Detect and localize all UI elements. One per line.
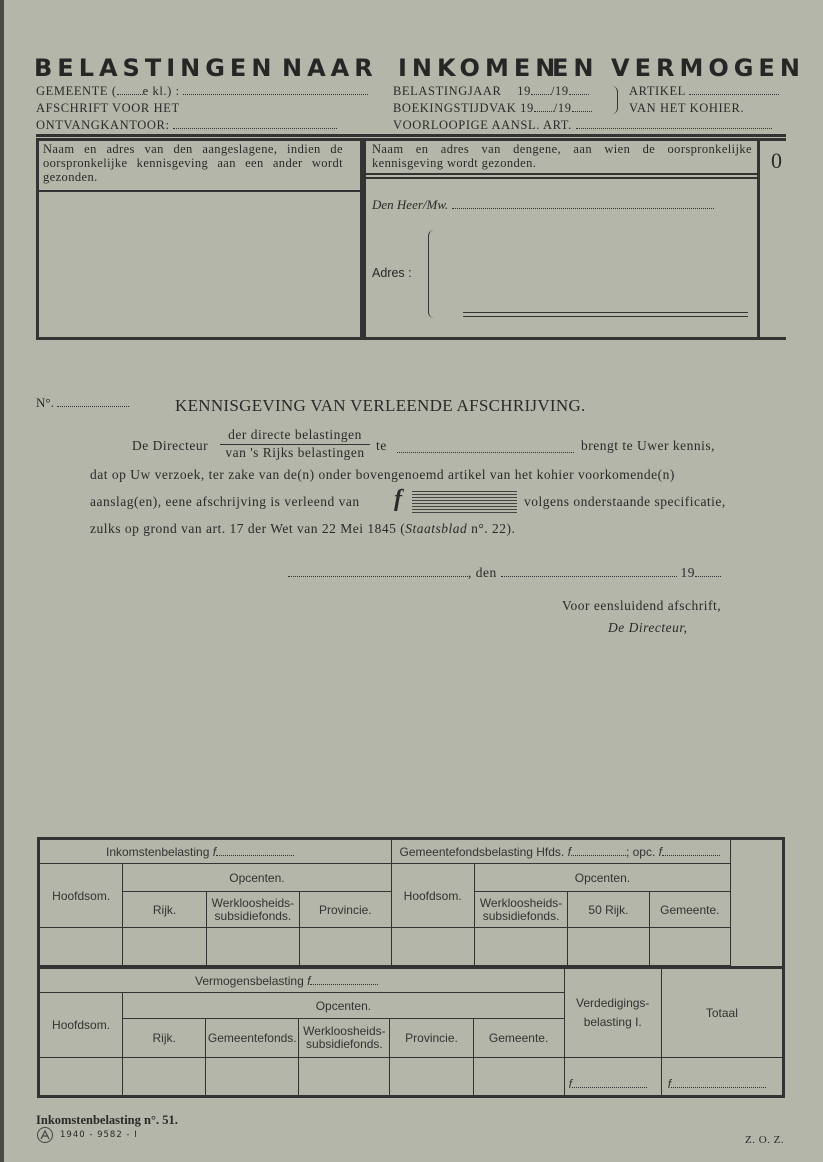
vermogens-label: Vermogensbelasting (195, 973, 304, 988)
kohier-label: VAN HET KOHIER. (629, 101, 745, 115)
ontvangkantoor-label: ONTVANGKANTOOR: (36, 118, 170, 132)
werkloos-1: Werkloosheids-subsidiefonds. (206, 892, 299, 928)
klasse-field[interactable] (117, 85, 143, 95)
f-sign-5: f (568, 1077, 573, 1091)
corner-number: 0 (771, 148, 782, 173)
printer-mark-icon (37, 1127, 53, 1143)
fraction-bottom: van 's Rijks belastingen (225, 445, 365, 460)
artikel-field[interactable] (689, 85, 779, 95)
t2-cell-werkloos[interactable] (299, 1057, 390, 1095)
t2-cell-verdediging[interactable] (564, 1057, 661, 1095)
rijk-2: Rijk. (123, 1019, 206, 1057)
f-sign-3: f (658, 844, 662, 859)
period-to-field[interactable] (572, 102, 592, 112)
name-field[interactable] (452, 199, 714, 209)
title-word-5: VERMOGEN (611, 54, 805, 82)
werkloos-2: Werkloosheids-subsidiefonds. (474, 892, 567, 928)
vijftig-rijk: 50 Rijk. (568, 892, 649, 928)
form-name: Inkomstenbelasting n°. 51. (36, 1113, 178, 1127)
opc-field[interactable] (662, 846, 720, 856)
gemeente-suffix: e kl.) : (142, 84, 180, 98)
hoofdsom-3: Hoofdsom. (40, 993, 123, 1058)
voorloopige-line (393, 118, 772, 133)
adres-brace (428, 230, 435, 318)
notice-line-4a: zulks op grond van art. 17 der Wet van 22 Mei 1845 ( (90, 521, 406, 536)
amount-field[interactable] (412, 491, 517, 513)
totaal-header: Totaal (661, 969, 782, 1058)
gemeentefonds-field[interactable] (571, 846, 626, 856)
recipient-label: Naam en adres van dengene, aan wien de oorspronkelijke kennisgeving wordt gezonden. (372, 142, 752, 170)
adres-line-2[interactable] (463, 316, 748, 317)
year-slash-2: /19 (553, 101, 572, 115)
f-sign-1: f (212, 844, 217, 859)
hoofdsom-2: Hoofdsom. (391, 864, 474, 928)
gemeentefonds-label: Gemeentefondsbelasting Hfds. (399, 844, 565, 859)
inkomsten-header (40, 840, 392, 864)
notice-line-3a: aanslag(en), eene afschrijving is verleend van (90, 494, 360, 509)
year-field[interactable] (695, 567, 721, 577)
totaal-field[interactable] (671, 1078, 766, 1088)
hoofdsom-1: Hoofdsom. (40, 864, 123, 928)
eensluidend: Voor eensluidend afschrift, (562, 598, 722, 613)
recipient-divider-1 (365, 173, 758, 175)
t1-cell-werkloos-2[interactable] (474, 928, 567, 966)
zoz-label: Z. O. Z. (745, 1134, 785, 1146)
opcenten-3: Opcenten. (123, 993, 565, 1019)
t1-cell-hoofdsom[interactable] (40, 928, 123, 966)
gemeente-1: Gemeente. (649, 892, 730, 928)
gemeentefonds-header (391, 840, 731, 864)
t2-cell-gemeente[interactable] (473, 1057, 564, 1095)
inkomsten-field[interactable] (216, 846, 294, 856)
print-code: 1940 - 9582 - I (60, 1130, 138, 1140)
provincie-1: Provincie. (300, 892, 391, 928)
provincie-2: Provincie. (390, 1019, 473, 1057)
sender-label: Naam en adres van den aangeslagene, indien de oorspronkelijke kennisgeving aan een ander wordt gezonden. (43, 142, 343, 184)
f-sign-2: f (567, 844, 571, 859)
year-to-field[interactable] (569, 85, 589, 95)
den-label: , den (468, 565, 497, 580)
te-label: te (376, 438, 387, 453)
gemeente-2: Gemeente. (473, 1019, 564, 1057)
bracket (611, 86, 618, 114)
fraction-top: der directe belastingen (220, 427, 370, 445)
inkomsten-label: Inkomstenbelasting (106, 844, 210, 859)
t1-cell-50rijk[interactable] (568, 928, 649, 966)
t2-cell-provincie[interactable] (390, 1057, 473, 1095)
adres-label: Adres : (372, 266, 412, 280)
artikel-line (629, 84, 779, 99)
boekingstijdvak-label: BOEKINGSTIJDVAK (393, 101, 517, 115)
verdediging-header: Verdedigings-belasting I. (564, 969, 661, 1058)
vermogens-field[interactable] (310, 975, 378, 985)
gemeente-label: GEMEENTE ( (36, 84, 117, 98)
notice-line-2: dat op Uw verzoek, ter zake van de(n) onder bovengenoemd artikel van het kohier voorkomende(n) (90, 467, 675, 482)
voorloopige-field[interactable] (576, 119, 772, 129)
notice-line-4b: n°. 22). (467, 521, 516, 536)
t1-cell-provincie[interactable] (300, 928, 391, 966)
title-word-2: NAAR (282, 54, 378, 82)
t1-cell-werkloos[interactable] (206, 928, 299, 966)
notice-heading: KENNISGEVING VAN VERLEENDE AFSCHRIJVING. (175, 396, 586, 415)
sender-address-area[interactable] (44, 196, 354, 330)
date-line (288, 565, 721, 581)
rijk-1: Rijk. (123, 892, 206, 928)
opc-label: ; opc. (625, 844, 656, 859)
den-heer-label: Den Heer/Mw. (372, 197, 449, 212)
werkloos-3: Werkloosheids-subsidiefonds. (299, 1019, 390, 1057)
voorloopige-label: VOORLOOPIGE AANSL. ART. (393, 118, 572, 132)
rule-top (36, 134, 786, 137)
opcenten-2: Opcenten. (474, 864, 730, 892)
table1 (39, 839, 731, 966)
page-edge (0, 0, 4, 1162)
t2-cell-gemeentefonds[interactable] (206, 1057, 299, 1095)
brengt-text: brengt te Uwer kennis, (581, 438, 715, 453)
period-from-field[interactable] (534, 102, 554, 112)
title-word-1: BELASTINGEN (34, 54, 277, 82)
number-field[interactable] (57, 397, 129, 407)
ontvangkantoor-line (36, 118, 337, 133)
number-line (36, 395, 129, 411)
opcenten-1: Opcenten. (123, 864, 391, 892)
place-field[interactable] (288, 567, 468, 577)
verdediging-field[interactable] (572, 1078, 647, 1088)
staatsblad: Staatsblad (405, 521, 468, 536)
boekingstijdvak-line (393, 101, 592, 116)
fraction (220, 427, 370, 461)
directeur-signature: De Directeur, (608, 620, 688, 635)
belastingjaar-line (393, 84, 589, 99)
artikel-label: ARTIKEL (629, 84, 686, 98)
year-from-field[interactable] (531, 85, 551, 95)
de-directeur: De Directeur (132, 438, 209, 453)
afschrift-line: AFSCHRIFT VOOR HET (36, 101, 180, 115)
title-word-3: INKOMEN (398, 54, 561, 82)
number-label: N°. (36, 395, 54, 410)
florin-sign: f (394, 486, 402, 512)
f-sign-6: f (667, 1077, 672, 1091)
year-label: 19 (680, 565, 695, 580)
year-prefix: 19 (517, 84, 531, 98)
location-field[interactable] (397, 443, 574, 453)
t2-cell-totaal[interactable] (661, 1057, 782, 1095)
t1-cell-hoofdsom-2[interactable] (391, 928, 474, 966)
ontvangkantoor-field[interactable] (173, 119, 337, 129)
notice-line-3b: volgens onderstaande specificatie, (524, 494, 726, 509)
notice-line-4 (90, 521, 515, 537)
belastingjaar-label: BELASTINGJAAR (393, 84, 502, 98)
sender-divider (38, 190, 361, 192)
gemeentefonds-col: Gemeentefonds. (206, 1019, 299, 1057)
t2-cell-hoofdsom[interactable] (40, 1057, 123, 1095)
year-prefix-2: 19 (520, 101, 534, 115)
f-sign-4: f (307, 973, 311, 988)
year-slash: /19 (550, 84, 569, 98)
t1-cell-gemeente[interactable] (649, 928, 730, 966)
adres-line-1[interactable] (463, 312, 748, 313)
t2-cell-rijk[interactable] (123, 1057, 206, 1095)
den-heer-line (372, 197, 714, 213)
gemeente-line (36, 84, 368, 99)
t1-cell-rijk[interactable] (123, 928, 206, 966)
date-field[interactable] (501, 567, 677, 577)
title-word-4: EN (552, 54, 599, 82)
table2 (39, 968, 783, 1096)
recipient-divider-2 (365, 177, 758, 179)
vermogens-header (40, 969, 565, 993)
gemeente-field[interactable] (183, 85, 368, 95)
